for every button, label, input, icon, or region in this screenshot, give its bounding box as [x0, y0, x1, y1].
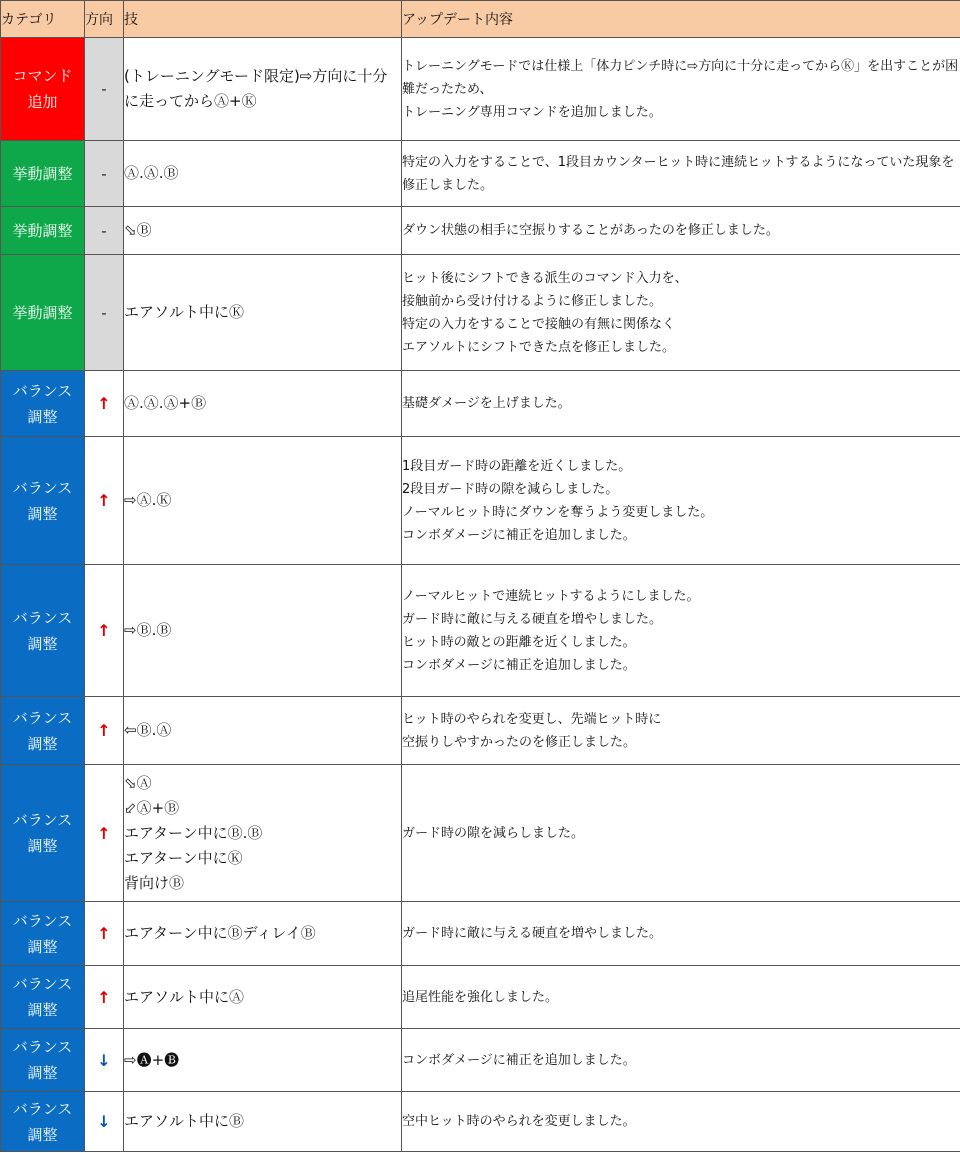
- move-cell: [124, 765, 402, 902]
- header-category: カテゴリ: [1, 1, 85, 38]
- update-cell: [402, 437, 960, 565]
- header-update: アップデート内容: [402, 1, 960, 38]
- move-text: ⇨🅐+🅑: [124, 1050, 180, 1069]
- move-cell: [124, 565, 402, 697]
- update-cell: [402, 1092, 960, 1152]
- table-row: [1, 38, 960, 141]
- table-row: [1, 565, 960, 697]
- header-move: 技: [124, 1, 402, 38]
- update-cell: [402, 966, 960, 1029]
- direction-cell: [85, 765, 124, 902]
- category-label: 挙動調整: [12, 303, 73, 322]
- category-label: 調整: [27, 1125, 58, 1144]
- update-cell: [402, 371, 960, 437]
- up-arrow-icon: ↑: [97, 924, 111, 943]
- direction-cell: -: [85, 38, 124, 141]
- table-row: [1, 141, 960, 207]
- update-cell: [402, 1029, 960, 1092]
- update-text: コンボダメージに補正を追加しました。: [402, 527, 636, 543]
- update-cell: [402, 697, 960, 765]
- category-label: 調整: [27, 837, 58, 855]
- direction-cell: -: [85, 141, 124, 207]
- move-cell: [124, 902, 402, 966]
- direction-cell: [85, 371, 124, 437]
- category-cell: [1, 371, 85, 437]
- up-arrow-icon: ↑: [97, 987, 111, 1007]
- move-text: ⇨Ⓑ.Ⓑ: [124, 621, 172, 639]
- update-text: ダウン状態の相手に空振りすることがあったのを修正しました。: [402, 223, 779, 238]
- update-text: ノーマルヒットで連続ヒットするようにしました。: [402, 588, 700, 604]
- update-text: 接触前から受け付けるように修正しました。: [402, 293, 663, 309]
- update-text: 追尾性能を強化しました。: [402, 989, 559, 1005]
- update-text: 空中ヒット時のやられを変更しました。: [402, 1114, 636, 1129]
- table-row: [1, 207, 960, 255]
- move-cell: [124, 966, 402, 1029]
- category-cell: [1, 565, 85, 697]
- move-cell: [124, 207, 402, 255]
- update-cell: [402, 565, 960, 697]
- move-text: ⬂Ⓑ: [124, 221, 152, 239]
- direction-cell: -: [85, 207, 124, 255]
- update-text: トレーニングモードでは仕様上「体力ピンチ時に⇨方向に十分に走ってからⓀ」を出すことが困難だったため、: [402, 58, 959, 97]
- category-label: 調整: [27, 407, 58, 426]
- move-text: ⇨Ⓐ.Ⓚ: [124, 491, 172, 509]
- table-row: [1, 1092, 960, 1152]
- category-label: バランス: [12, 381, 73, 400]
- update-text: 特定の入力をすることで接触の有無に関係なく: [402, 316, 676, 332]
- category-cell: [1, 765, 85, 902]
- update-cell: [402, 38, 960, 141]
- category-label: バランス: [12, 478, 73, 497]
- move-cell: [124, 1029, 402, 1092]
- update-text: ガード時に敵に与える硬直を増やしました。: [402, 611, 663, 627]
- category-cell: [1, 902, 85, 966]
- category-cell: [1, 697, 85, 765]
- direction-cell: [85, 1092, 124, 1152]
- update-text: コンボダメージに補正を追加しました。: [402, 657, 636, 673]
- down-arrow-icon: ↓: [97, 1112, 111, 1131]
- category-cell: [1, 1029, 85, 1092]
- table-row: [1, 902, 960, 966]
- update-cell: [402, 141, 960, 207]
- table-row: [1, 437, 960, 565]
- category-label: バランス: [12, 1099, 73, 1118]
- category-label: 調整: [27, 1001, 58, 1019]
- category-label: 調整: [27, 937, 58, 956]
- update-text: ヒット時のやられを変更し、先端ヒット時に: [402, 711, 662, 727]
- move-cell: [124, 38, 402, 141]
- category-cell: [1, 207, 85, 255]
- category-cell: [1, 255, 85, 371]
- move-text: エアソルト中にⒶ: [124, 987, 245, 1006]
- update-cell: [402, 207, 960, 255]
- update-text: トレーニング専用コマンドを追加しました。: [402, 104, 662, 120]
- category-cell: [1, 966, 85, 1029]
- update-text: ノーマルヒット時にダウンを奪うよう変更しました。: [402, 504, 714, 520]
- update-cell: [402, 255, 960, 371]
- update-text: コンボダメージに補正を追加しました。: [402, 1052, 636, 1068]
- header-row: [1, 1, 960, 38]
- up-arrow-icon: ↑: [97, 621, 111, 640]
- category-label: バランス: [12, 911, 73, 930]
- update-cell: [402, 902, 960, 966]
- table-row: [1, 966, 960, 1029]
- category-label: コマンド: [12, 67, 73, 85]
- move-text: ⬂Ⓐ: [124, 773, 152, 792]
- category-cell: [1, 141, 85, 207]
- header-direction: 方向: [85, 1, 124, 38]
- move-cell: [124, 697, 402, 765]
- down-arrow-icon: ↓: [97, 1050, 111, 1070]
- category-label: 調整: [27, 634, 58, 653]
- move-text: 背向けⒷ: [124, 873, 185, 892]
- direction-cell: [85, 697, 124, 765]
- update-cell: [402, 765, 960, 902]
- move-text: ⇦Ⓑ.Ⓐ: [124, 721, 172, 739]
- move-text: エアターン中にⒷ.Ⓑ: [124, 823, 263, 842]
- up-arrow-icon: ↑: [97, 823, 111, 843]
- up-arrow-icon: ↑: [97, 491, 111, 510]
- update-text: 基礎ダメージを上げました。: [402, 396, 571, 411]
- update-text: 特定の入力をすることで、1段目カウンターヒット時に連続ヒットするようになっていた現象を修正しました。: [402, 154, 955, 193]
- update-text: ヒット後にシフトできる派生のコマンド入力を、: [402, 270, 688, 286]
- category-cell: [1, 1092, 85, 1152]
- update-text: ガード時の隙を減らしました。: [402, 825, 585, 841]
- direction-cell: [85, 966, 124, 1029]
- category-cell: [1, 437, 85, 565]
- direction-cell: [85, 437, 124, 565]
- move-text: ⬃Ⓐ+Ⓑ: [124, 798, 180, 817]
- category-label: 挙動調整: [12, 164, 73, 183]
- category-label: バランス: [12, 975, 73, 993]
- direction-cell: [85, 902, 124, 966]
- category-cell: [1, 38, 85, 141]
- table-row: [1, 255, 960, 371]
- up-arrow-icon: ↑: [97, 721, 111, 740]
- move-cell: [124, 141, 402, 207]
- table-row: [1, 765, 960, 902]
- direction-cell: [85, 1029, 124, 1092]
- update-text: 2段目ガード時の隙を減らしました。: [402, 481, 619, 497]
- direction-cell: [85, 565, 124, 697]
- move-cell: [124, 1092, 402, 1152]
- update-text: 1段目ガード時の距離を近くしました。: [402, 458, 632, 474]
- move-text: Ⓐ.Ⓐ.Ⓑ: [124, 164, 179, 182]
- update-text: ガード時に敵に与える硬直を増やしました。: [402, 926, 663, 941]
- move-text: エアソルト中にⓀ: [124, 303, 245, 321]
- category-label: 調整: [27, 1064, 58, 1082]
- category-label: 追加: [27, 93, 58, 111]
- category-label: 挙動調整: [12, 221, 73, 240]
- update-text: エアソルトにシフトできた点を修正しました。: [402, 339, 676, 355]
- category-label: 調整: [27, 504, 58, 523]
- move-cell: [124, 255, 402, 371]
- category-label: 調整: [27, 734, 58, 753]
- category-label: バランス: [12, 708, 73, 727]
- direction-cell: -: [85, 255, 124, 371]
- category-label: バランス: [12, 1038, 73, 1056]
- table-row: [1, 697, 960, 765]
- update-text: 空振りしやすかったのを修正しました。: [402, 734, 637, 750]
- table-row: [1, 371, 960, 437]
- move-text: エアターン中にⓀ: [124, 848, 243, 867]
- move-cell: [124, 437, 402, 565]
- move-text: エアソルト中にⒷ: [124, 1112, 245, 1130]
- move-text: エアターン中にⒷディレイⒷ: [124, 924, 316, 942]
- move-text: Ⓐ.Ⓐ.Ⓐ+Ⓑ: [124, 394, 207, 412]
- table-row: [1, 1029, 960, 1092]
- move-cell: [124, 371, 402, 437]
- update-text: ヒット時の敵との距離を近くしました。: [402, 634, 636, 650]
- move-text: (トレーニングモード限定)⇨方向に十分に走ってからⒶ+Ⓚ: [124, 67, 388, 110]
- category-label: バランス: [12, 608, 73, 627]
- category-label: バランス: [12, 811, 73, 829]
- up-arrow-icon: ↑: [97, 394, 111, 413]
